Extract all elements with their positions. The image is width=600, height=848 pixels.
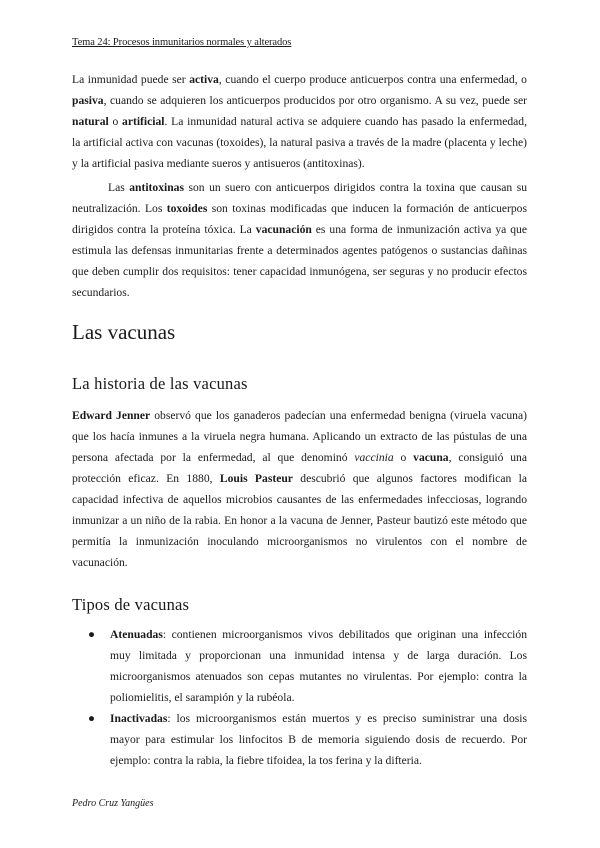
text-span: son un suero con anticuerpos dirigidos contra la toxina que causan su neutralización. Los <box>72 181 527 215</box>
italic-term: vaccinia <box>354 451 394 464</box>
text-span: , consiguió una protección eficaz. En 1880, <box>72 451 527 485</box>
text-span: Las <box>108 181 130 194</box>
bold-term: Atenuadas <box>110 628 163 641</box>
page-header: Tema 24: Procesos inmunitarios normales y alterados <box>72 37 292 48</box>
vaccine-types-list <box>72 624 527 771</box>
types-heading: Tipos de vacunas <box>72 595 190 614</box>
bold-term: antitoxinas <box>129 181 184 194</box>
text-span: , cuando el cuerpo produce anticuerpos contra una enfermedad, o <box>218 73 527 86</box>
bold-term: vacuna <box>413 451 449 464</box>
list-item <box>72 624 527 708</box>
page-footer-author: Pedro Cruz Yangües <box>72 798 154 809</box>
intro-paragraph-1 <box>72 69 527 174</box>
history-heading: La historia de las vacunas <box>72 374 248 393</box>
text-span: , cuando se adquieren los anticuerpos producidos por otro organismo. A su vez, puede ser <box>103 94 527 107</box>
bullet-icon: ● <box>88 712 96 725</box>
text-span: son toxinas modificadas que inducen la formación de anticuerpos dirigidos contra la proteína tóxica. La <box>72 202 527 236</box>
history-paragraph <box>72 405 527 573</box>
intro-paragraph-2 <box>72 177 527 303</box>
bold-term: activa <box>189 73 219 86</box>
bullet-icon: ● <box>88 628 96 641</box>
text-span: La inmunidad puede ser <box>72 73 190 86</box>
text-span: descubrió que algunos factores modifican la capacidad infectiva de aquellos microbios causantes de las enfermedades infecciosas, logrando inmunizar a un niño de la rabia. En honor a la vacuna de Jenner, Pasteur bautizó este método que permitía la inmunización inoculando microorganismos no virulentos con el nombre de vacunación. <box>72 472 527 569</box>
text-span: observó que los ganaderos padecían una enfermedad benigna (viruela vacuna) que los hacía inmunes a la viruela negra humana. Aplicando un extracto de las pústulas de una persona afectada por la enfermedad, al que denominó <box>72 409 527 464</box>
text-span: . La inmunidad natural activa se adquiere cuando has pasado la enfermedad, la artificial activa con vacunas (toxoides), la natural pasiva a través de la madre (placenta y leche) y la artificial pasiva mediante sueros y antisueros (antitoxinas). <box>72 115 528 170</box>
text-span: : contienen microorganismos vivos debilitados que originan una infección muy limitada y proporcionan una inmunidad intensa y de larga duración. Los microorganismos atenuados son cepas mutantes no virulentas. Por ejemplo: contra la poliomielitis, el sarampión y la rubéola. <box>110 628 527 704</box>
bold-term: toxoides <box>166 202 208 215</box>
text-span: o <box>393 451 414 464</box>
bold-term: Edward Jenner <box>72 409 151 422</box>
bold-term: pasiva <box>72 94 104 107</box>
bold-term: natural <box>72 115 109 128</box>
section-title: Las vacunas <box>72 320 176 344</box>
bold-term: Inactivadas <box>110 712 168 725</box>
bold-term: vacunación <box>255 223 312 236</box>
text-span: o <box>108 115 123 128</box>
list-item <box>72 708 527 771</box>
bold-term: Louis Pasteur <box>219 472 293 485</box>
bold-term: artificial <box>122 115 165 128</box>
text-span: : los microorganismos están muertos y es preciso suministrar una dosis mayor para estimular los linfocitos B de memoria siguiendo dosis de recuerdo. Por ejemplo: contra la rabia, la fiebre tifoidea, la tos ferina y la difteria. <box>110 712 527 767</box>
text-span: es una forma de inmunización activa ya que estimula las defensas inmunitarias frente a determinados agentes patógenos o sustancias dañinas que deben cumplir dos requisitos: tener capacidad inmunógena, ser seguras y no producir efectos secundarios. <box>72 223 527 299</box>
